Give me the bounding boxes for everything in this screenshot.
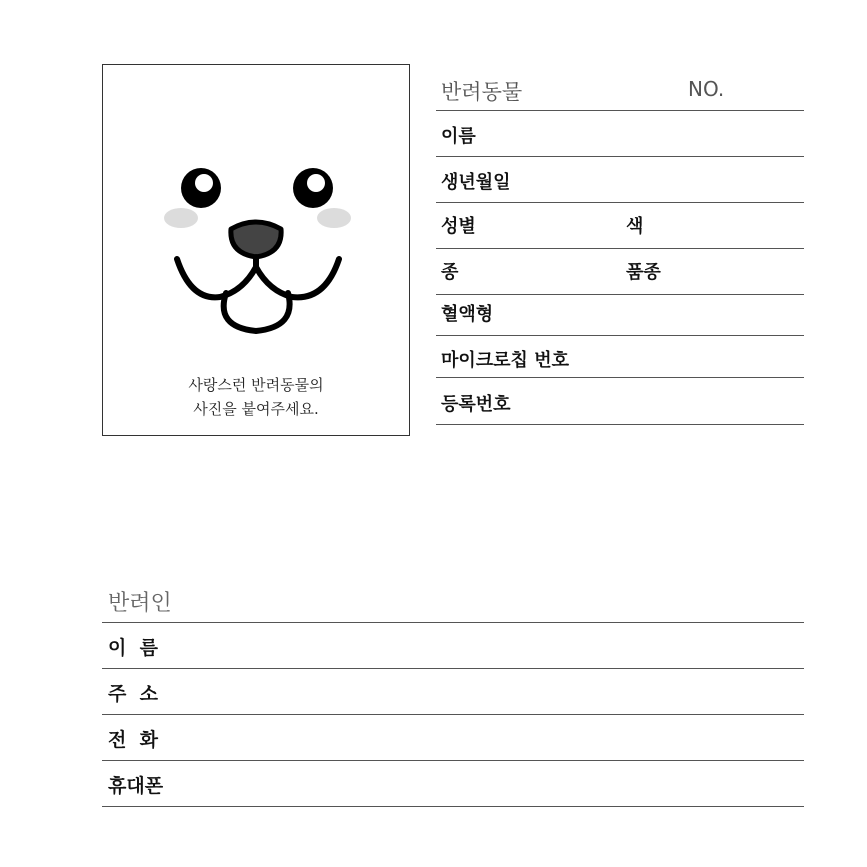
owner-address-label: 주 소: [108, 683, 158, 705]
owner-info-form: [102, 582, 804, 807]
nose: [231, 222, 281, 257]
pet-breed-label: 품종: [626, 262, 661, 283]
owner-phone-label: 전 화: [108, 729, 158, 751]
pet-photo-area[interactable]: [102, 64, 410, 436]
left-eye: [181, 168, 221, 208]
left-cheek: [164, 208, 198, 228]
owner-section-title: 반려인: [108, 591, 172, 616]
pet-species-label: 종: [441, 262, 459, 283]
right-cheek: [317, 208, 351, 228]
pet-row-birthdate[interactable]: [436, 157, 804, 203]
right-eye: [293, 168, 333, 208]
owner-row-mobile[interactable]: [102, 761, 804, 807]
caption-line-2: 사진을 붙여주세요.: [193, 400, 319, 418]
owner-mobile-label: 휴대폰: [108, 775, 164, 797]
pet-row-name[interactable]: [436, 111, 804, 157]
owner-row-phone[interactable]: [102, 715, 804, 761]
pet-name-label: 이름: [441, 126, 476, 147]
mouth: [177, 257, 339, 331]
pet-row-microchip[interactable]: [436, 336, 804, 378]
caption-line-1: 사랑스런 반려동물의: [188, 376, 324, 394]
pet-sex-label: 성별: [441, 216, 476, 237]
photo-caption: [103, 373, 409, 421]
pet-color-label: 색: [626, 216, 644, 237]
pet-row-blood-type[interactable]: [436, 295, 804, 336]
pet-section-title: 반려동물: [441, 80, 523, 104]
pet-blood-type-label: 혈액형: [441, 304, 494, 325]
pet-info-form: [436, 70, 804, 425]
pet-registration-label: 등록번호: [441, 394, 511, 415]
pet-form-header: [436, 70, 804, 111]
owner-row-name[interactable]: [102, 623, 804, 669]
registration-no-label: NO.: [688, 77, 725, 101]
owner-row-address[interactable]: [102, 669, 804, 715]
owner-form-header: [102, 582, 804, 623]
pet-row-sex-color[interactable]: [436, 203, 804, 249]
owner-name-label: 이 름: [108, 637, 158, 659]
pet-microchip-label: 마이크로칩 번호: [441, 350, 569, 371]
pet-row-registration[interactable]: [436, 378, 804, 425]
pet-row-species-breed[interactable]: [436, 249, 804, 295]
pet-birthdate-label: 생년월일: [441, 172, 511, 193]
